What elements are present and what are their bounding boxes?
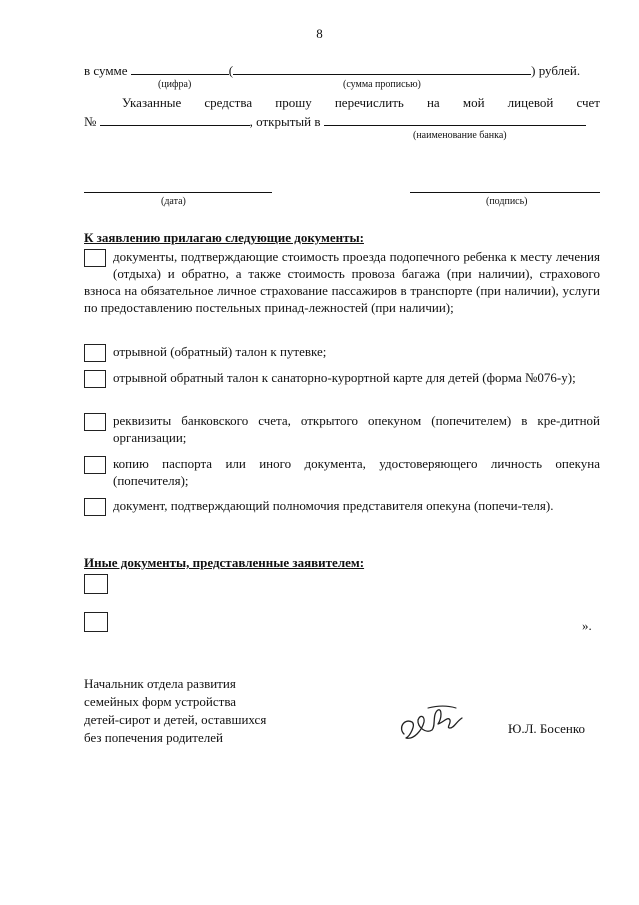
caption-words: (сумма прописью) [343, 79, 421, 90]
other-document-checkbox-2[interactable] [84, 612, 108, 632]
official-title [84, 675, 324, 747]
attachment-text: документы, подтверждающие стоимость проезда подопечного ребенка к месту лечения (отдыха) и обратно, а также стоимость провоза багажа (при наличии), страхового взноса на обязательное личное страхование пассажиров в транспорте (при наличии), услуги по предоставлению постельных принад-лежностей (при наличии); [84, 249, 600, 315]
attachment-checkbox[interactable] [84, 249, 106, 267]
opened-in-label: , открытый в [249, 114, 321, 129]
sum-open-paren: ( [228, 63, 234, 78]
transfer-text: Указанные средства прошу перечислить на мой лицевой счет [122, 95, 600, 110]
attachment-item [84, 412, 600, 446]
attachments-heading: К заявлению прилагаю следующие документы: [84, 230, 364, 245]
attachment-checkbox[interactable] [84, 344, 106, 362]
handwritten-signature [398, 700, 468, 746]
caption-digits: (цифра) [158, 79, 192, 90]
attachment-text: отрывной обратный талон к санаторно-курортной карте для детей (форма №076-у); [113, 370, 576, 385]
attachment-text: копию паспорта или иного документа, удостоверяющего личность опекуна (попечителя); [113, 456, 600, 488]
attachment-item [84, 343, 600, 362]
attachment-item [84, 248, 600, 316]
sum-line [84, 61, 600, 79]
caption-bank: (наименование банка) [413, 130, 507, 141]
page-number: 8 [316, 26, 323, 41]
attachment-text: отрывной (обратный) талон к путевке; [113, 344, 327, 359]
attachment-item [84, 369, 600, 388]
account-number-prefix: № [84, 114, 97, 129]
official-name: Ю.Л. Босенко [508, 721, 586, 736]
attachment-item [84, 455, 600, 489]
caption-date: (дата) [161, 196, 186, 207]
attachment-text: документ, подтверждающий полномочия представителя опекуна (попечи-теля). [113, 498, 554, 513]
official-title-line: без попечения родителей [84, 730, 223, 745]
date-field[interactable] [84, 192, 272, 193]
sum-prefix: в сумме [84, 63, 128, 78]
account-line [84, 112, 600, 130]
official-title-line: детей-сирот и детей, оставшихся [84, 712, 267, 727]
caption-signature: (подпись) [486, 196, 528, 207]
closing-quote: ». [582, 618, 592, 633]
attachment-checkbox[interactable] [84, 456, 106, 474]
signature-field[interactable] [410, 192, 600, 193]
attachment-checkbox[interactable] [84, 498, 106, 516]
account-number-field[interactable] [100, 112, 250, 126]
sum-words-field[interactable] [233, 61, 531, 75]
attachment-text: реквизиты банковского счета, открытого опекуном (попечителем) в кре-дитной организации; [113, 413, 600, 445]
other-document-checkbox-1[interactable] [84, 574, 108, 594]
attachment-checkbox[interactable] [84, 413, 106, 431]
bank-name-field[interactable] [324, 112, 586, 126]
attachment-item [84, 497, 600, 516]
sum-digits-field[interactable] [131, 61, 229, 75]
official-title-line: семейных форм устройства [84, 694, 237, 709]
sum-suffix: ) рублей. [531, 63, 581, 78]
other-documents-heading: Иные документы, представленные заявителем: [84, 555, 365, 570]
official-title-line: Начальник отдела развития [84, 676, 236, 691]
attachment-checkbox[interactable] [84, 370, 106, 388]
